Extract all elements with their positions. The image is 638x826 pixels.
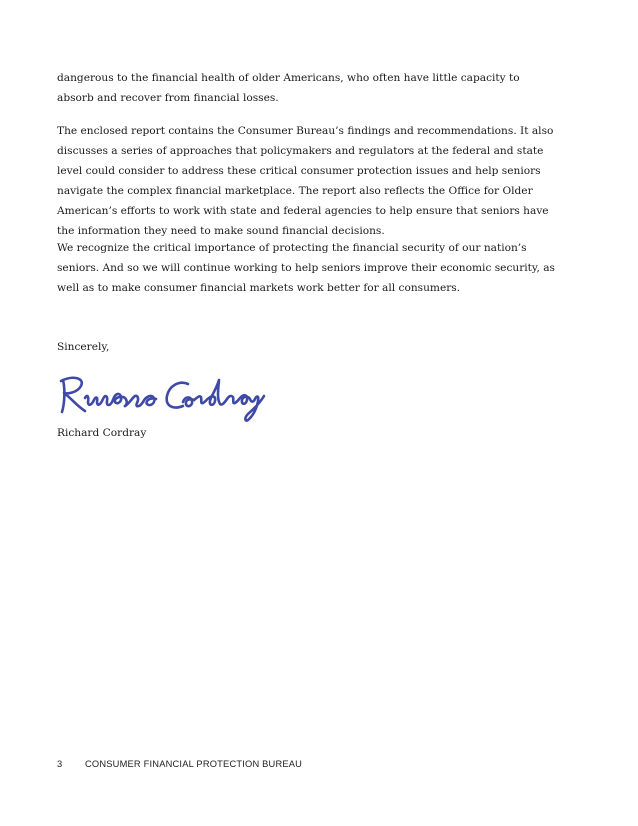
paragraph-report-summary: The enclosed report contains the Consumer Bureau’s findings and recommendations. It also discusses a series of approaches that policymakers and regulators at the federal and state level could consider to address these critical consumer protection issues and help seniors navigate the complex financial marketplace. The report also reflects the Office for Older American’s efforts to work with state and federal agencies to help ensure that seniors have the information they need to make sound financial decisions. [57, 125, 554, 237]
paragraph-commitment: We recognize the critical importance of protecting the financial security of our nation’s seniors. And so we will continue working to help seniors improve their economic security, as well as to make consumer financial markets work better for all consumers. [57, 242, 555, 294]
signer-name: Richard Cordray [57, 427, 147, 439]
closing-salutation: Sincerely, [57, 341, 110, 353]
paragraph-continuation: dangerous to the financial health of older Americans, who often have little capacity to absorb and recover from financial losses. [57, 72, 520, 104]
footer-organization: CONSUMER FINANCIAL PROTECTION BUREAU [85, 759, 303, 769]
handwritten-signature [55, 366, 270, 424]
page-footer [57, 759, 302, 769]
page-number: 3 [57, 759, 63, 769]
